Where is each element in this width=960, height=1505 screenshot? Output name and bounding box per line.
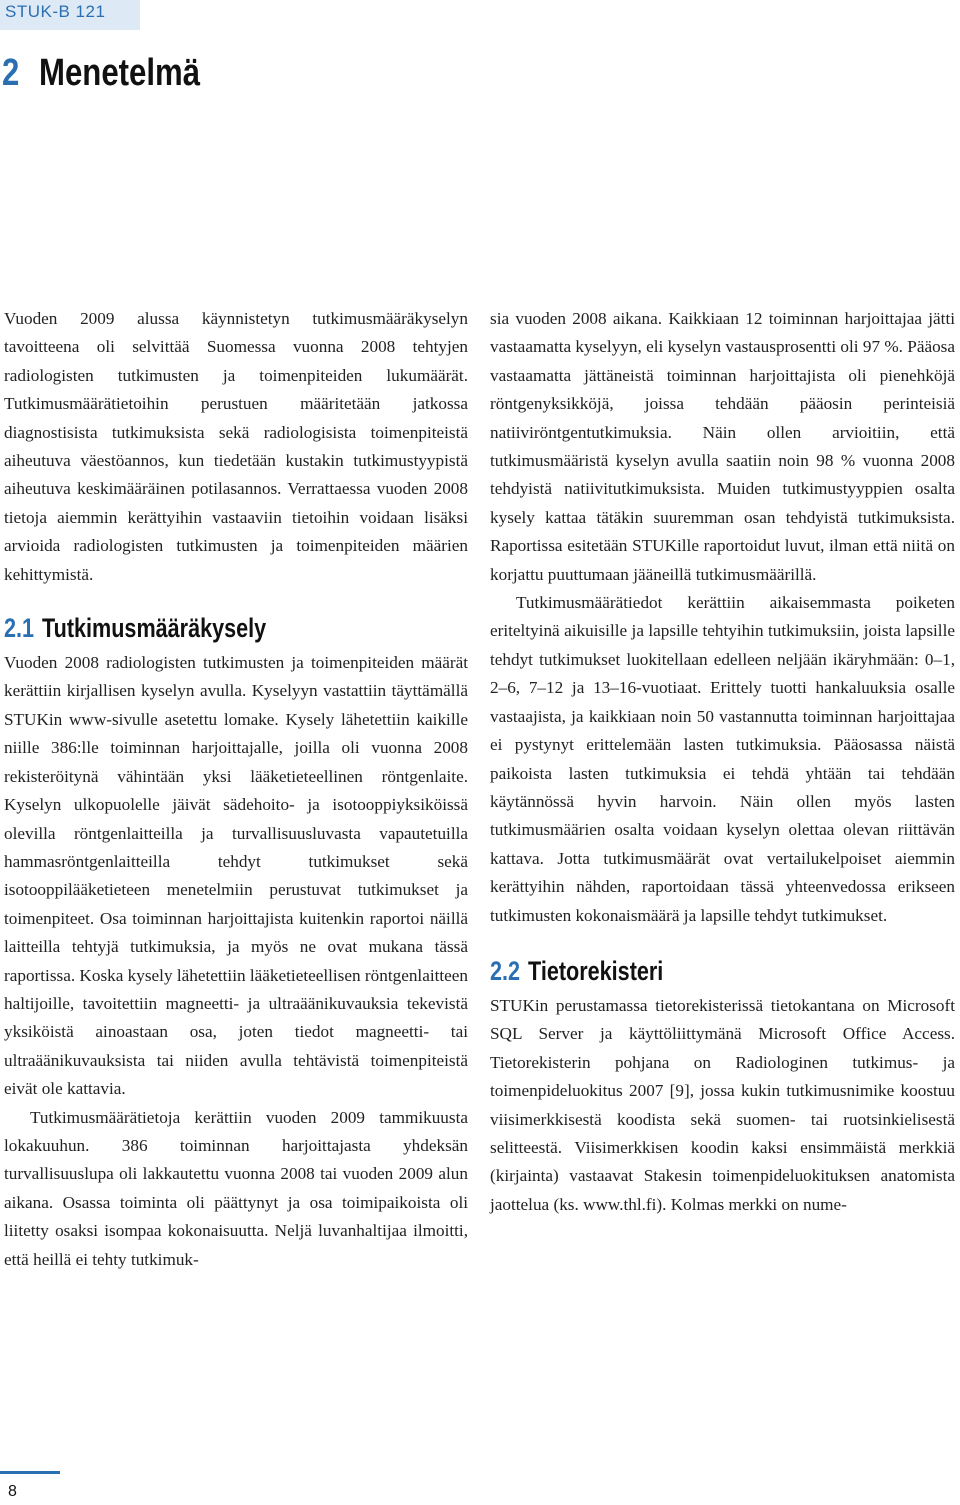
right-column [490, 305, 955, 1219]
body-paragraph: Tutkimusmäärätietoja kerättiin vuoden 2009 tammikuusta lokakuuhun. 386 toiminnan harjoittajasta yhdeksän turvallisuuslupa oli lakkautettu vuonna 2008 tai vuoden 2009 alun aikana. Osassa toiminta oli päättynyt ja osa toimipaikoista oli liitetty osaksi isompaa kokonaisuutta. Neljä luvanhaltijaa ilmoitti, että heillä ei tehty tutkimuk- [4, 1107, 468, 1269]
body-paragraph: sia vuoden 2008 aikana. Kaikkiaan 12 toiminnan harjoittajaa jätti vastaamatta kyselyyn, eli kyselyn vastausprosentti oli 97 %. Pääosa vastaamatta jättäneistä toiminnan harjoittajista oli pienehköjä röntgenyksikköjä, joissa tehdään pääosin perinteisiä natiiviröntgentutkimuksia. Näin ollen arvioitiin, että tutkimusmääristä kyselyn avulla saatiin noin 98 % vuonna 2008 tehdyistä natiivitutkimuksista. Muiden tutkimustyyppien osalta kysely kattaa tätäkin suuremman osan tehdyistä tutkimuksista. Raportissa esitetään STUKille raportoidut luvut, ilman että niitä on korjattu puuttumaan jääneillä tutkimusmäärillä. [490, 309, 955, 584]
section-title: Tutkimusmääräkysely [42, 613, 267, 644]
chapter-number: 2 [2, 52, 20, 94]
chapter-heading [2, 52, 200, 95]
intro-paragraph: Vuoden 2009 alussa käynnistetyn tutkimusmääräkyselyn tavoitteena oli selvittää Suomessa vuonna 2008 tehtyjen radiologisten tutkimusten ja toimenpiteiden lukumäärät. Tutkimusmäärätietoihin perustuen määritetään jatkossa diagnostisista tutkimuksista sekä radiologisista toimenpiteistä aiheutuva väestöannos, kun tiedetään kustakin tutkimustyypistä aiheutuva keskimääräinen potilasannos. Verrattaessa vuoden 2008 tietoja aiemmin kerättyihin vastaaviin tietoihin voidaan lisäksi arvioida radiologisten tutkimusten ja toimenpiteiden määrien kehittymistä. [4, 309, 468, 584]
section-heading-2-1 [4, 613, 375, 643]
section-heading-2-2 [490, 956, 862, 986]
footer-rule [0, 1471, 60, 1474]
body-paragraph: STUKin perustamassa tietorekisterissä tietokantana on Microsoft SQL Server ja käyttöliittymänä Microsoft Office Access. Tietorekisterin pohjana on Radiologinen tutkimus- ja toimenpideluokitus 2007 [9], jossa kukin tutkimusnimike koostuu viisimerkkisestä koodista sekä suomen- tai ruotsinkielisestä selitteestä. Viisimerkkisen koodin kaksi ensimmäistä merkkiä (kirjainta) vastaavat Stakesin toimenpideluokituksen anatomista jaottelua (ks. www.thl.fi). Kolmas merkki on nume- [490, 995, 955, 1214]
chapter-title: Menetelmä [39, 52, 201, 94]
section-number: 2.1 [4, 613, 35, 644]
page-number: 8 [8, 1483, 17, 1500]
section-title: Tietorekisteri [528, 955, 664, 986]
section-number: 2.2 [490, 955, 521, 986]
body-paragraph: Vuoden 2008 radiologisten tutkimusten ja toimenpiteiden määrät kerättiin kirjallisen kyselyn avulla. Kyselyyn vastattiin täyttämällä STUKin www-sivulle asetettu lomake. Kysely lähetettiin kaikille niille 386:lle toiminnan harjoittajalle, joilla oli vuonna 2008 rekisteröitynä vähintään yksi lääketieteellinen röntgenlaite. Kyselyn ulkopuolelle jäivät sädehoito- ja isotooppiyksiköissä olevilla röntgenlaitteilla ja turvallisuusluvasta vapautetuilla hammasröntgenlaitteilla tehdyt tutkimukset sekä isotooppilääketieteen menetelmiin perustuvat tutkimukset ja toimenpiteet. Osa toiminnan harjoittajista kuitenkin raportoi näillä laitteilla tehtyjä tutkimuksia, ja myös ne ovat mukana tässä raportissa. Koska kysely lähetettiin lääketieteellisen röntgenlaitteen haltijoille, tavoitettiin magneetti- ja ultraäänikuvauksia tekevistä yksiköistä ainoastaan osa, joten tiedot magneetti- tai ultraäänikuvauksista tai niiden avulla tehtävistä toimenpiteistä eivät ole kattavia. [4, 653, 468, 1099]
left-column [4, 305, 468, 1274]
series-label: STUK-B 121 [5, 2, 106, 21]
body-paragraph: Tutkimusmäärätiedot kerättiin aikaisemmasta poiketen eriteltyinä aikuisille ja lapsille tehtyihin tutkimuksiin, joista lapsille tehdyt tutkimukset luokitellaan edelleen neljään ikäryhmään: 0–1, 2–6, 7–12 ja 13–16-vuotiaat. Erittely tuotti hankaluuksia osalle vastaajista, ja kaikkiaan noin 50 vastannutta toiminnan harjoittajaa ei pystynyt erittelemään lasten tutkimuksia. Pääosassa näistä paikoista lasten tutkimuksia ei tehdä yhtään tai tehdään käytännössä hyvin harvoin. Näin ollen myös lasten tutkimusmäärien osalta voidaan kyselyn olettaa olevan riittävän kattava. Jotta tutkimusmäärät ovat vertailukelpoiset aiemmin kerättyihin nähden, raportoidaan tässä yhteenvedossa erikseen tutkimusten kokonaismäärä ja lapsille tehdyt tutkimukset. [490, 593, 955, 925]
